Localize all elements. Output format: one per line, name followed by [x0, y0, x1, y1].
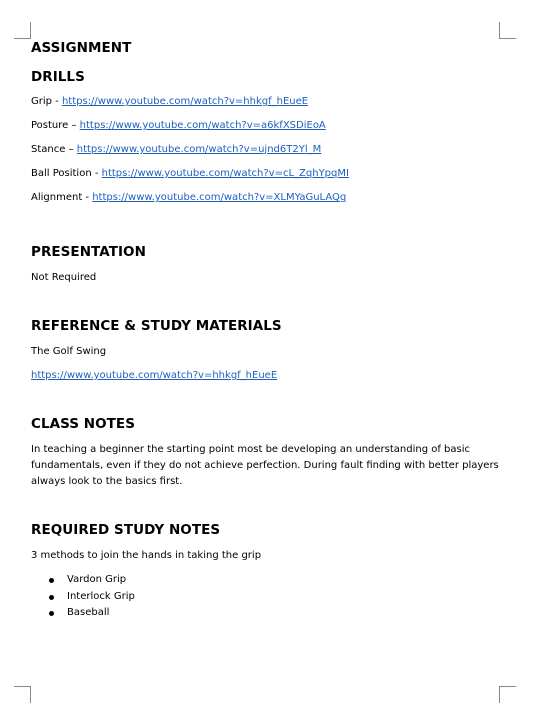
presentation-text: Not Required [31, 272, 97, 283]
document-body [31, 40, 501, 622]
presentation-body [31, 270, 501, 286]
grip-methods-list [31, 572, 501, 622]
reference-link-line [31, 368, 501, 384]
drill-label: Stance – [31, 144, 77, 155]
drill-item-stance [31, 142, 501, 158]
page-corner-mark-top-left [14, 22, 31, 39]
drill-label: Alignment - [31, 192, 93, 203]
required-study-notes-heading: REQUIRED STUDY NOTES [31, 522, 221, 538]
list-item [31, 589, 501, 606]
drill-link-posture[interactable]: https://www.youtube.com/watch?v=a6kfXSDiEoA [79, 120, 326, 131]
drill-label: Ball Position - [31, 168, 102, 179]
drill-link-stance[interactable]: https://www.youtube.com/watch?v=ujnd6T2Yl_M [76, 144, 322, 155]
drill-item-posture [31, 118, 501, 134]
class-notes-text: In teaching a beginner the starting point most be developing an understanding of basic fundamentals, even if they do not achieve perfection. During fault finding with better players always look to the basics first. [31, 444, 499, 487]
list-item [31, 605, 501, 622]
reference-title: The Golf Swing [31, 346, 107, 357]
page-corner-mark-bottom-right [499, 686, 516, 703]
class-notes-heading: CLASS NOTES [31, 416, 135, 432]
page-corner-mark-top-right [499, 22, 516, 39]
drill-item-grip [31, 94, 501, 110]
required-study-notes-body [31, 548, 501, 622]
bullet-icon [49, 611, 54, 616]
study-notes-intro: 3 methods to join the hands in taking the grip [31, 550, 262, 561]
reference-body [31, 344, 501, 384]
drills-heading: DRILLS [31, 69, 85, 85]
drill-label: Grip - [31, 96, 62, 107]
class-notes-body [31, 442, 501, 490]
drill-item-alignment [31, 190, 501, 206]
drill-link-ball-position[interactable]: https://www.youtube.com/watch?v=cL_ZqhYpqMI [101, 168, 349, 179]
assignment-heading: ASSIGNMENT [31, 40, 132, 56]
presentation-heading: PRESENTATION [31, 244, 146, 260]
list-item-label: Baseball [67, 607, 110, 618]
list-item-label: Vardon Grip [67, 574, 127, 585]
list-item-label: Interlock Grip [67, 590, 135, 602]
page-corner-mark-bottom-left [14, 686, 31, 703]
drills-list [31, 94, 501, 206]
drill-item-ball-position [31, 166, 501, 182]
list-item [31, 572, 501, 589]
drill-link-grip[interactable]: https://www.youtube.com/watch?v=hhkgf_hEueE [61, 96, 309, 107]
reference-heading: REFERENCE & STUDY MATERIALS [31, 318, 282, 334]
drill-label: Posture – [31, 120, 80, 131]
reference-link[interactable]: https://www.youtube.com/watch?v=hhkgf_hEueE [31, 370, 278, 381]
bullet-icon [49, 595, 54, 600]
drill-link-alignment[interactable]: https://www.youtube.com/watch?v=XLMYaGuLAQg [92, 192, 347, 203]
bullet-icon [49, 578, 54, 583]
